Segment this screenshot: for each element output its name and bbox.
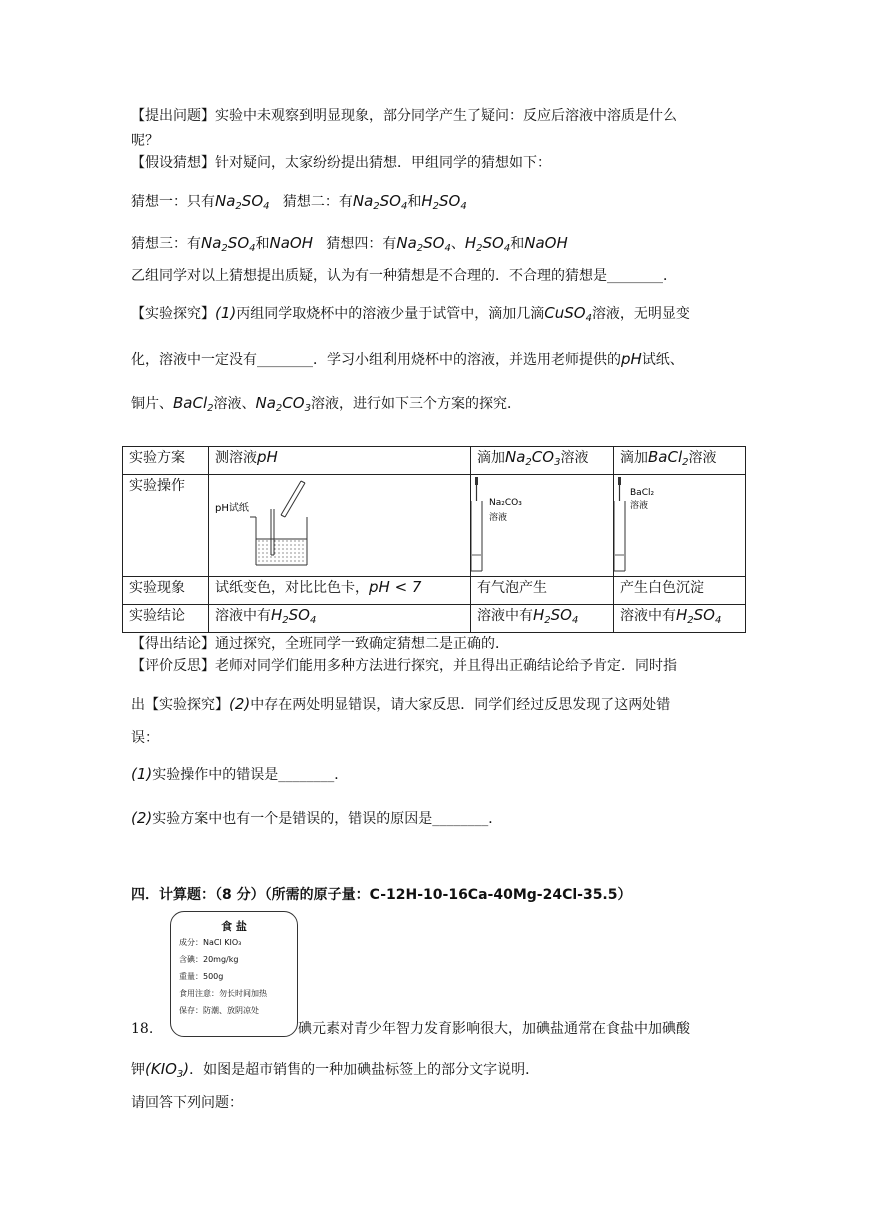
label-row: 保存：防潮、放阴凉处 <box>179 1006 259 1015</box>
objection-line: 乙组同学对以上猜想提出质疑，认为有一种猜想是不合理的．不合理的猜想是________． <box>131 268 677 284</box>
svg-text:溶液: 溶液 <box>489 513 508 523</box>
question-line: 【提出问题】实验中未观察到明显现象，部分同学产生了疑问：反应后溶液中溶质是什么 <box>131 108 677 124</box>
svg-text:溶液: 溶液 <box>630 501 649 511</box>
tube-bacl2-illustration <box>614 475 739 575</box>
table-row: 实验结论 溶液中有$H_2SO_4$ 溶液中有$H_2SO_4$ 溶液中有$H_2SO_4$ <box>123 605 746 633</box>
formula-na2so4: $Na_2SO_4$ <box>215 192 270 212</box>
label-row: 食用注意：勿长时间加热 <box>179 989 267 998</box>
question-18-number: 18. <box>131 1021 154 1037</box>
table-row: 实验现象 试纸变色，对比比色卡，pH < 7 有气泡产生 产生白色沉淀 <box>123 577 746 605</box>
question-18-line-1: 碘元素对青少年智力发育影响很大，加碘盐通常在食盐中加碘酸 <box>298 1021 690 1037</box>
reflection-line: 【评价反思】老师对同学们能用多种方法进行探究，并且得出正确结论给予肯定．同时指 <box>131 658 677 674</box>
label-title: 食 盐 <box>221 920 247 933</box>
hypothesis-3-4: 猜想三：有$Na_2SO_4$和NaOH 猜想四：有$Na_2SO_4$、$H_2SO_4$和NaOH <box>131 234 568 254</box>
svg-text:BaCl₂: BaCl₂ <box>630 488 655 498</box>
explore-line-3: 铜片、BaCl$_2$溶液、$Na_2CO_3$溶液，进行如下三个方案的探究． <box>131 394 521 414</box>
explore-line-1: 【实验探究】(1)丙组同学取烧杯中的溶液少量于试管中，滴加几滴CuSO$_4$溶液，无明显变 <box>131 304 690 324</box>
salt-label-image <box>170 911 298 1037</box>
reflection-line-3: 误： <box>131 730 159 746</box>
error-2-line: (2)实验方案中也有一个是错误的，错误的原因是________． <box>131 809 503 827</box>
table-row: 实验操作 pH试纸 Na₂CO₃ 溶液 BaCl₂ 溶液 <box>123 475 746 577</box>
label-row: 成分：NaCl KIO₃ <box>179 938 242 947</box>
question-18-line-2: 钾$(KIO_3)$．如图是超市销售的一种加碘盐标签上的部分文字说明． <box>131 1060 540 1080</box>
hypothesis-intro: 【假设猜想】针对疑问，太家纷纷提出猜想．甲组同学的猜想如下： <box>131 155 551 171</box>
tube-na2co3-illustration <box>471 475 601 575</box>
beaker-ph-illustration <box>209 475 459 575</box>
svg-text:Na₂CO₃: Na₂CO₃ <box>489 498 522 508</box>
label-row: 含碘：20mg/kg <box>179 955 239 964</box>
label-row: 重量：500g <box>179 972 224 981</box>
experiment-table <box>122 446 746 633</box>
conclusion-line: 【得出结论】通过探究，全班同学一致确定猜想二是正确的． <box>131 636 509 652</box>
hypothesis-1-2: 猜想一：只有$Na_2SO_4$ 猜想二：有$Na_2SO_4$和$H_2SO_4$ <box>131 192 467 212</box>
table-row: 实验方案 测溶液pH 滴加$Na_2CO_3$溶液 滴加BaCl$_2$溶液 <box>123 447 746 475</box>
question-18-line-3: 请回答下列问题： <box>131 1095 243 1111</box>
ph-paper-label: pH试纸 <box>215 503 249 514</box>
error-1-line: (1)实验操作中的错误是________． <box>131 765 349 783</box>
reflection-line-2: 出【实验探究】(2)中存在两处明显错误，请大家反思．同学们经过反思发现了这两处错 <box>131 695 671 713</box>
question-line: 呢？ <box>131 133 159 149</box>
section-4-heading: 四．计算题：（8 分）（所需的原子量：C-12H-10-16Ca-40Mg-24Cl-35.5） <box>131 887 632 903</box>
explore-line-2: 化，溶液中一定没有________．学习小组利用烧杯中的溶液，并选用老师提供的pH试纸、 <box>131 350 684 368</box>
